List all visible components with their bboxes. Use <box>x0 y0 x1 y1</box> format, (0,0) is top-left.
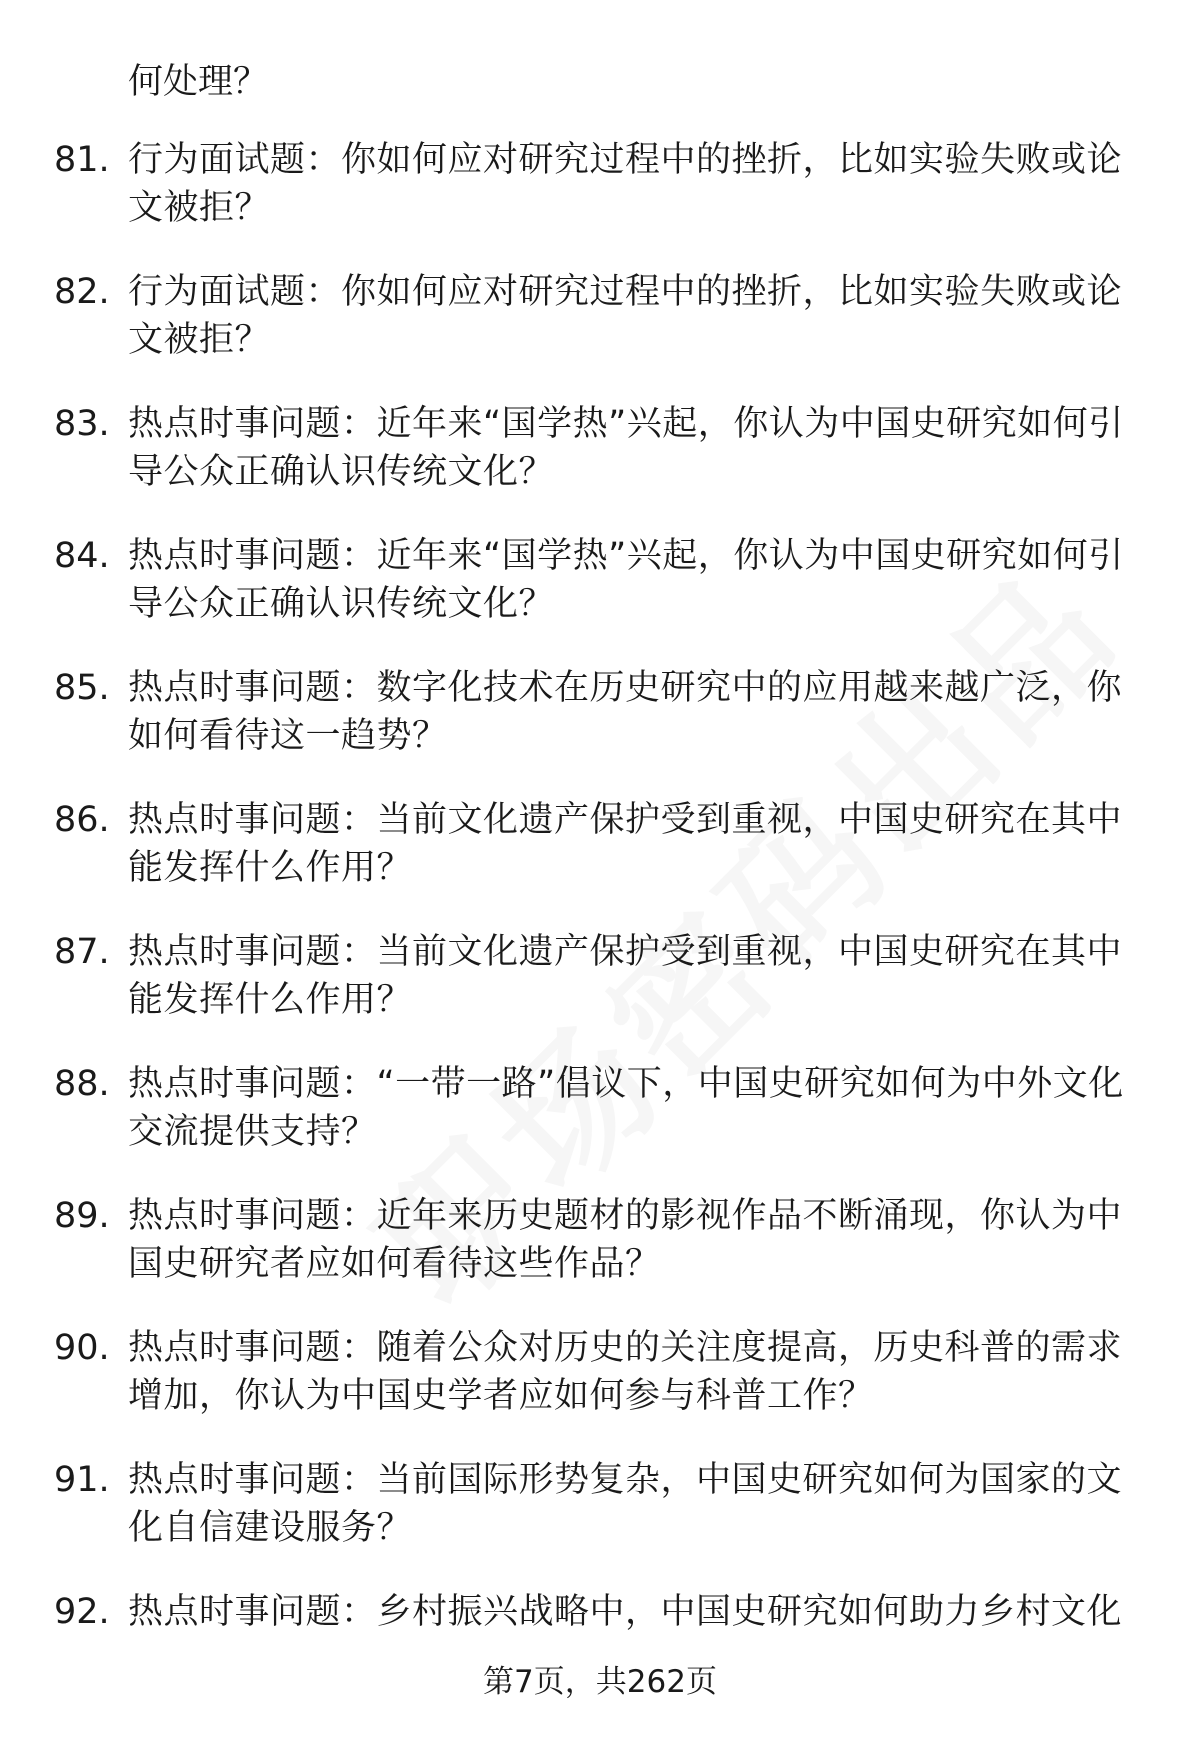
question-text: 热点时事问题：近年来“国学热”兴起，你认为中国史研究如何引导公众正确认识传统文化？ <box>128 404 1124 492</box>
question-number: 88. <box>54 1064 110 1104</box>
question-number: 91. <box>54 1460 110 1500</box>
list-item <box>0 1588 1200 1648</box>
question-text: 热点时事问题：当前国际形势复杂，中国史研究如何为国家的文化自信建设服务？ <box>128 1460 1123 1548</box>
list-item <box>0 928 1200 1036</box>
list-item <box>0 1192 1200 1300</box>
list-item <box>0 532 1200 640</box>
question-text: 行为面试题：你如何应对研究过程中的挫折，比如实验失败或论文被拒？ <box>128 140 1123 228</box>
question-text: 行为面试题：你如何应对研究过程中的挫折，比如实验失败或论文被拒？ <box>128 272 1123 360</box>
question-number: 83. <box>54 404 110 444</box>
question-text: 热点时事问题：当前文化遗产保护受到重视，中国史研究在其中能发挥什么作用？ <box>128 932 1123 1020</box>
continuation-text: 何处理？ <box>128 62 269 102</box>
question-text: 热点时事问题：随着公众对历史的关注度提高，历史科普的需求增加，你认为中国史学者应如何参与科普工作？ <box>128 1328 1123 1416</box>
list-item <box>0 400 1200 508</box>
question-number: 92. <box>54 1592 110 1632</box>
question-number: 86. <box>54 800 110 840</box>
question-text: 热点时事问题：近年来“国学热”兴起，你认为中国史研究如何引导公众正确认识传统文化？ <box>128 536 1124 624</box>
list-item <box>0 1324 1200 1432</box>
question-number: 89. <box>54 1196 110 1236</box>
question-text: 热点时事问题：近年来历史题材的影视作品不断涌现，你认为中国史研究者应如何看待这些作品？ <box>128 1196 1123 1284</box>
list-item <box>0 1060 1200 1168</box>
question-number: 84. <box>54 536 110 576</box>
question-text: 热点时事问题：当前文化遗产保护受到重视，中国史研究在其中能发挥什么作用？ <box>128 800 1123 888</box>
question-list <box>0 136 1200 1648</box>
question-text: 热点时事问题：“一带一路”倡议下，中国史研究如何为中外文化交流提供支持？ <box>128 1064 1124 1152</box>
list-item <box>0 796 1200 904</box>
list-item <box>0 664 1200 772</box>
list-item <box>0 268 1200 376</box>
question-text: 热点时事问题：数字化技术在历史研究中的应用越来越广泛，你如何看待这一趋势？ <box>128 668 1123 756</box>
page-footer: 第7页，共262页 <box>483 1664 717 1700</box>
question-number: 82. <box>54 272 110 312</box>
question-number: 85. <box>54 668 110 708</box>
list-item <box>0 136 1200 244</box>
list-item <box>0 1456 1200 1564</box>
question-number: 90. <box>54 1328 110 1368</box>
question-text: 热点时事问题：乡村振兴战略中，中国史研究如何助力乡村文化 <box>128 1592 1123 1632</box>
question-number: 81. <box>54 140 110 180</box>
question-number: 87. <box>54 932 110 972</box>
